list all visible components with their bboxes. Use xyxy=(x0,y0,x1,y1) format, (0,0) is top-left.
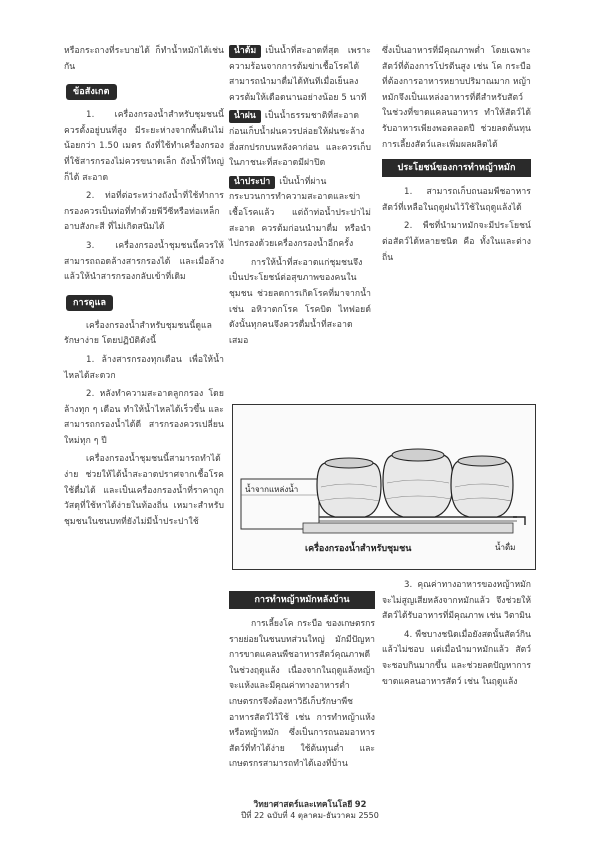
filter-jar-3 xyxy=(451,456,513,517)
note-item-2: 2. ท่อที่ต่อระหว่างถังน้ำที่ใช้ทำการกรองควรเป็นท่อที่ทำด้วยพีวีซีหรือท่อเหล็กอาบสังกะสี ที่ไม่เกิดสนิมได้ xyxy=(64,191,224,233)
term-text: เป็นน้ำที่สะอาดที่สุด เพราะความร้อนจากการต้มฆ่าเชื้อโรคได้ สามารถนำมาดื่มได้ทันทีเมื่อเย็นลง ควรต้มให้เดือดนานอย่างน้อย 5 นาที xyxy=(229,46,371,103)
silage-intro: ซึ่งเป็นอาหารที่มีคุณภาพต่ำ โดยเฉพาะสัตว์ที่ต้องการโปรตีนสูง เช่น โค กระบือ ที่ต้องการอาหารหยาบปริมาณมาก หญ้าหมักจึงเป็นแหล่งอาหารที่ดีสำหรับสัตว์ในช่วงที่ขาดแคลนอาหาร ทำให้สัตว์ได้รับอาหารเพียงพอตลอดปี ช่วยลดต้นทุนการเลี้ยงสัตว์และเพิ่มผลผลิตได้ xyxy=(382,46,531,150)
platform xyxy=(303,523,513,533)
benefit-item-4: 4. พืชบางชนิดเมื่อยังสดนั้นสัตว์กินแล้วไม่ชอบ แต่เมื่อนำมาหมักแล้ว สัตว์จะชอบกินมากขึ้น และช่วยลดปัญหาการขาดแคลนอาหารสัตว์ เช่น ในฤดูแล้ง xyxy=(382,629,531,687)
care-summary: เครื่องกรองน้ำชุมชนนี้สามารถทำได้ง่าย ช่วยให้ได้น้ำสะอาดปราศจากเชื้อโรค ใช้ดื่มได้ และเป็นเครื่องกรองน้ำที่ราคาถูก วัสดุที่ใช้หาได้ง่ายในท้องถิ่น เหมาะสำหรับชุมชนในชนบทที่ยังไม่มีน้ำประปาใช้ xyxy=(64,454,224,527)
benefit-item-1: 1. สามารถเก็บถนอมพืชอาหารสัตว์ที่เหลือในฤดูฝนไว้ใช้ในฤดูแล้งได้ xyxy=(382,187,531,213)
closing-paragraph: การให้น้ำที่สะอาดแก่ชุมชนจึงเป็นประโยชน์ต่อสุขภาพของคนในชุมชน ช่วยลดการเกิดโรคที่มาจากน้ำ เช่น อหิวาตกโรค โรคบิด ไทฟอยด์ ดังนั้นทุกคนจึงควรดื่มน้ำที่สะอาดเสมอ xyxy=(229,257,371,346)
care-lead: เครื่องกรองน้ำสำหรับชุมชนนี้ดูแลรักษาง่าย โดยปฏิบัติดังนี้ xyxy=(64,320,213,347)
care-item-1: 1. ล้างสารกรองทุกเดือน เพื่อให้น้ำไหลได้สะดวก xyxy=(64,354,224,381)
issue-info: ปีที่ 22 ฉบับที่ 4 ตุลาคม-ธันวาคม 2550 xyxy=(241,811,379,820)
column-middle-lower xyxy=(229,585,375,776)
term-tag: น้ำประปา xyxy=(229,176,275,189)
benefit-item-2: 2. พืชที่นำมาหมักจะมีประโยชน์ต่อสัตว์ได้หลายชนิด คือ ทั้งในและต่างถิ่น xyxy=(382,221,531,263)
filter-jar-2 xyxy=(383,449,453,517)
water-filter-diagram xyxy=(232,404,536,570)
magazine-name: วิทยาศาสตร์และเทคโนโลยี xyxy=(253,799,353,809)
term-tag: น้ำต้ม xyxy=(229,45,261,58)
column-left xyxy=(64,44,224,533)
note-item-1: 1. เครื่องกรองน้ำสำหรับชุมชนนี้ ควรตั้งอยู่บนที่สูง มีระยะห่างจากพื้นดินไม่น้อยกว่า 1.50 เมตร ถังที่ใช้ทำเครื่องกรองที่ใช้สารกรองไม่ควรขนาดเล็ก ถังน้ำที่ใหญ่ก็ได้ สะอาด xyxy=(64,110,224,183)
intro-paragraph: หรือกระถางที่ระบายได้ ก็ทำน้ำหมักได้เช่นกัน xyxy=(64,46,224,72)
note-heading: ข้อสังเกต xyxy=(66,84,117,100)
page-footer xyxy=(230,799,390,821)
benefit-heading: ประโยชน์ของการทำหญ้าหมัก xyxy=(382,159,531,177)
silage-section-heading: การทำหญ้าหมักหลังบ้าน xyxy=(229,591,375,609)
term-rain-water xyxy=(229,109,371,171)
care-item-2: 2. หลังทำความสะอาดลูกกรอง โดยล้างทุก ๆ เดือน ทำให้น้ำไหลได้เร็วขึ้น และสามารถกรองน้ำได้ดี สารกรองควรเปลี่ยนใหม่ทุก ๆ ปี xyxy=(64,389,224,446)
term-boiled-water xyxy=(229,44,371,106)
label-drinking-water: น้ำดื่ม xyxy=(495,543,516,552)
term-tag: น้ำฝน xyxy=(229,110,261,123)
figure-caption: เครื่องกรองน้ำสำหรับชุมชน xyxy=(305,544,412,554)
benefit-item-3: 3. คุณค่าทางอาหารของหญ้าหมักจะไม่สูญเสียหลังจากหมักแล้ว จึงช่วยให้สัตว์ได้รับอาหารที่มีคุณภาพ เช่น วิตามิน xyxy=(382,580,531,622)
filter-jar-1 xyxy=(317,458,381,517)
column-right-lower xyxy=(382,578,531,693)
care-heading: การดูแล xyxy=(66,295,113,311)
silage-paragraph: การเลี้ยงโค กระบือ ของเกษตรกรรายย่อยในชนบทส่วนใหญ่ มักมีปัญหาการขาดแคลนพืชอาหารสัตว์คุณภาพดีในช่วงฤดูแล้ง เนื่องจากในฤดูแล้งหญ้าจะแห้งและมีคุณค่าทางอาหารต่ำ เกษตรกรจึงต้องหาวิธีเก็บรักษาพืชอาหารสัตว์ไว้ใช้ เช่น การทำหญ้าแห้ง หรือหญ้าหมัก ซึ่งเป็นการถนอมอาหารสัตว์ที่ทำได้ง่าย ใช้ต้นทุนต่ำ และเกษตรกรสามารถทำได้เองที่บ้าน xyxy=(229,619,375,770)
column-right xyxy=(382,44,531,269)
page-number: 92 xyxy=(354,799,367,809)
label-water-source: น้ำจากแหล่งน้ำ xyxy=(245,485,299,494)
term-text: เป็นน้ำที่ผ่านกระบวนการทำความสะอาดและฆ่าเชื้อโรคแล้ว แต่ถ้าท่อน้ำประปาไม่สะอาด ควรต้มก่อนนำมาดื่ม หรือนำไปกรองด้วยเครื่องกรองน้ำอีกครั้ง xyxy=(229,176,371,250)
note-item-3: 3. เครื่องกรองน้ำชุมชนนี้ควรให้สามารถถอดล้างสารกรองได้ และเมื่อล้างแล้วให้นำสารกรองกลับเข้าที่เดิม xyxy=(64,240,224,283)
term-tap-water xyxy=(229,175,371,253)
column-middle xyxy=(229,44,371,352)
term-text: เป็นน้ำธรรมชาติที่สะอาด ก่อนเก็บน้ำฝนควรปล่อยให้ฝนชะล้างสิ่งสกปรกบนหลังคาก่อน และควรเก็บในภาชนะที่สะอาดมีฝาปิด xyxy=(229,111,371,169)
